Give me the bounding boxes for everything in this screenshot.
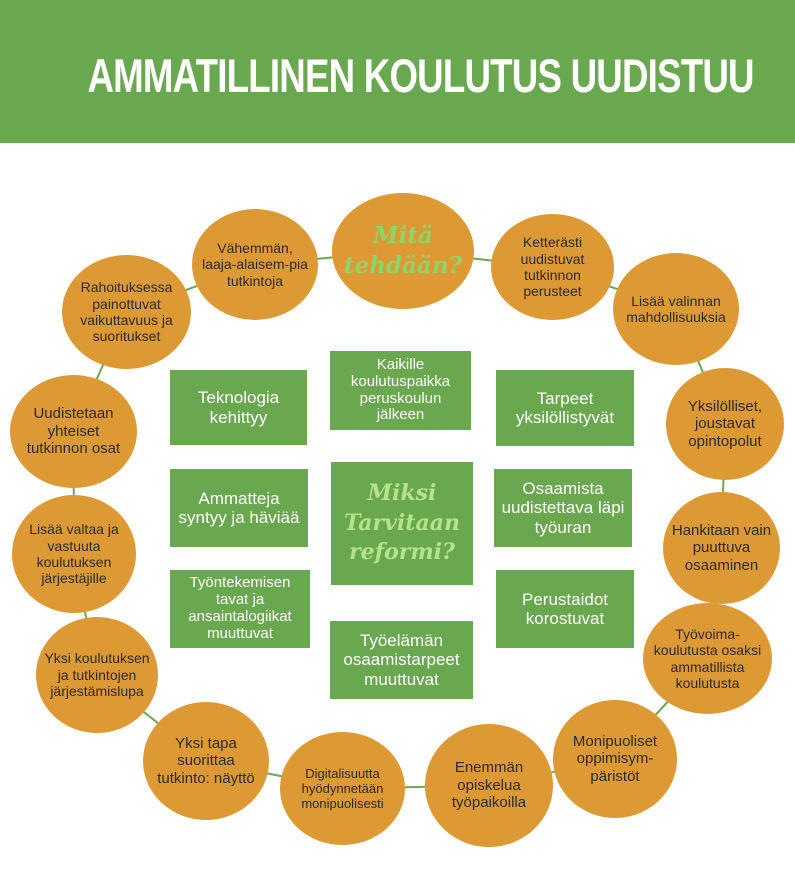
ring-circle-5 [643, 603, 772, 714]
reason-box-1 [170, 370, 307, 445]
ring-circle-11 [12, 495, 136, 613]
reason-text-2: Kaikille koulutuspaikka peruskoulun jälkeen [350, 355, 451, 424]
ring-circle-10 [36, 617, 158, 733]
ring-circle-text-7: Enemmän opiskelua työpaikoilla [451, 759, 527, 812]
ring-circle-8 [280, 732, 405, 845]
reason-box-5 [494, 469, 632, 547]
ring-circle-14 [192, 209, 318, 320]
center-question-box [331, 462, 473, 585]
reason-box-7 [496, 570, 634, 648]
hub-circle [332, 193, 474, 309]
ring-circle-text-14: Vähemmän, laaja-alaisem-pia tutkintoja [202, 239, 308, 289]
page-title: AMMATILLINEN KOULUTUS UUDISTUU [87, 49, 754, 102]
ring-circle-4 [663, 492, 780, 604]
ring-circle-text-5: Työvoima-koulutusta osaksi ammatillista koulutusta [653, 625, 762, 691]
reason-text-5: Osaamista uudistettava läpi työuran [501, 479, 625, 537]
reason-text-6: Työntekemisen tavat ja ansaintalogiikat muuttuvat [188, 574, 292, 642]
ring-circle-text-2: Lisää valinnan mahdollisuuksia [626, 292, 726, 325]
ring-circle-text-10: Yksi koulutuksen ja tutkintojen järjestämislupa [44, 650, 150, 700]
ring-circle-text-8: Digitalisuutta hyödynnetään monipuolisesti [301, 765, 384, 812]
reason-box-3 [496, 370, 634, 446]
ring-circle-12 [10, 375, 137, 488]
reason-text-3: Tarpeet yksilöllistyvät [515, 388, 615, 427]
hub-question: Mitä tehdään? [343, 222, 463, 279]
reason-text-4: Ammatteja syntyy ja häviää [178, 488, 300, 527]
ring-circle-text-12: Uudistetaan yhteiset tutkinnon osat [26, 405, 121, 458]
ring-circle-text-4: Hankitaan vain puuttuva osaaminen [671, 521, 772, 574]
reason-box-4 [170, 469, 308, 547]
ring-circle-text-6: Monipuoliset oppimisym-päristöt [572, 732, 658, 785]
ring-circle-text-11: Lisää valtaa ja vastuuta koulutuksen järjestäjille [29, 521, 119, 587]
reason-box-6 [170, 570, 310, 648]
ring-circle-6 [553, 700, 677, 818]
reason-text-1: Teknologia kehittyy [197, 388, 280, 427]
ring-circle-text-1: Ketterästi uudistuvat tutkinnon perusteet [520, 234, 585, 300]
reason-text-8: Työelämän osaamistarpeet muuttuvat [343, 631, 460, 689]
ring-circle-text-9: Yksi tapa suorittaa tutkinto: näyttö [157, 734, 255, 787]
ring-circle-13 [62, 255, 191, 369]
ring-circle-9 [143, 702, 269, 820]
ring-circle-2 [613, 253, 739, 365]
reason-box-8 [330, 621, 473, 699]
ring-circle-text-13: Rahoituksessa painottuvat vaikuttavuus ja suoritukset [80, 279, 173, 345]
ring-circle-7 [425, 724, 553, 847]
center-question: Miksi Tarvitaan reformi? [344, 479, 460, 566]
ring-circle-text-3: Yksilölliset, joustavat opintopolut [687, 397, 763, 450]
ring-circle-1 [491, 214, 614, 320]
reason-text-7: Perustaidot korostuvat [522, 589, 608, 628]
ring-circle-3 [666, 368, 784, 480]
reason-box-2 [330, 351, 471, 430]
